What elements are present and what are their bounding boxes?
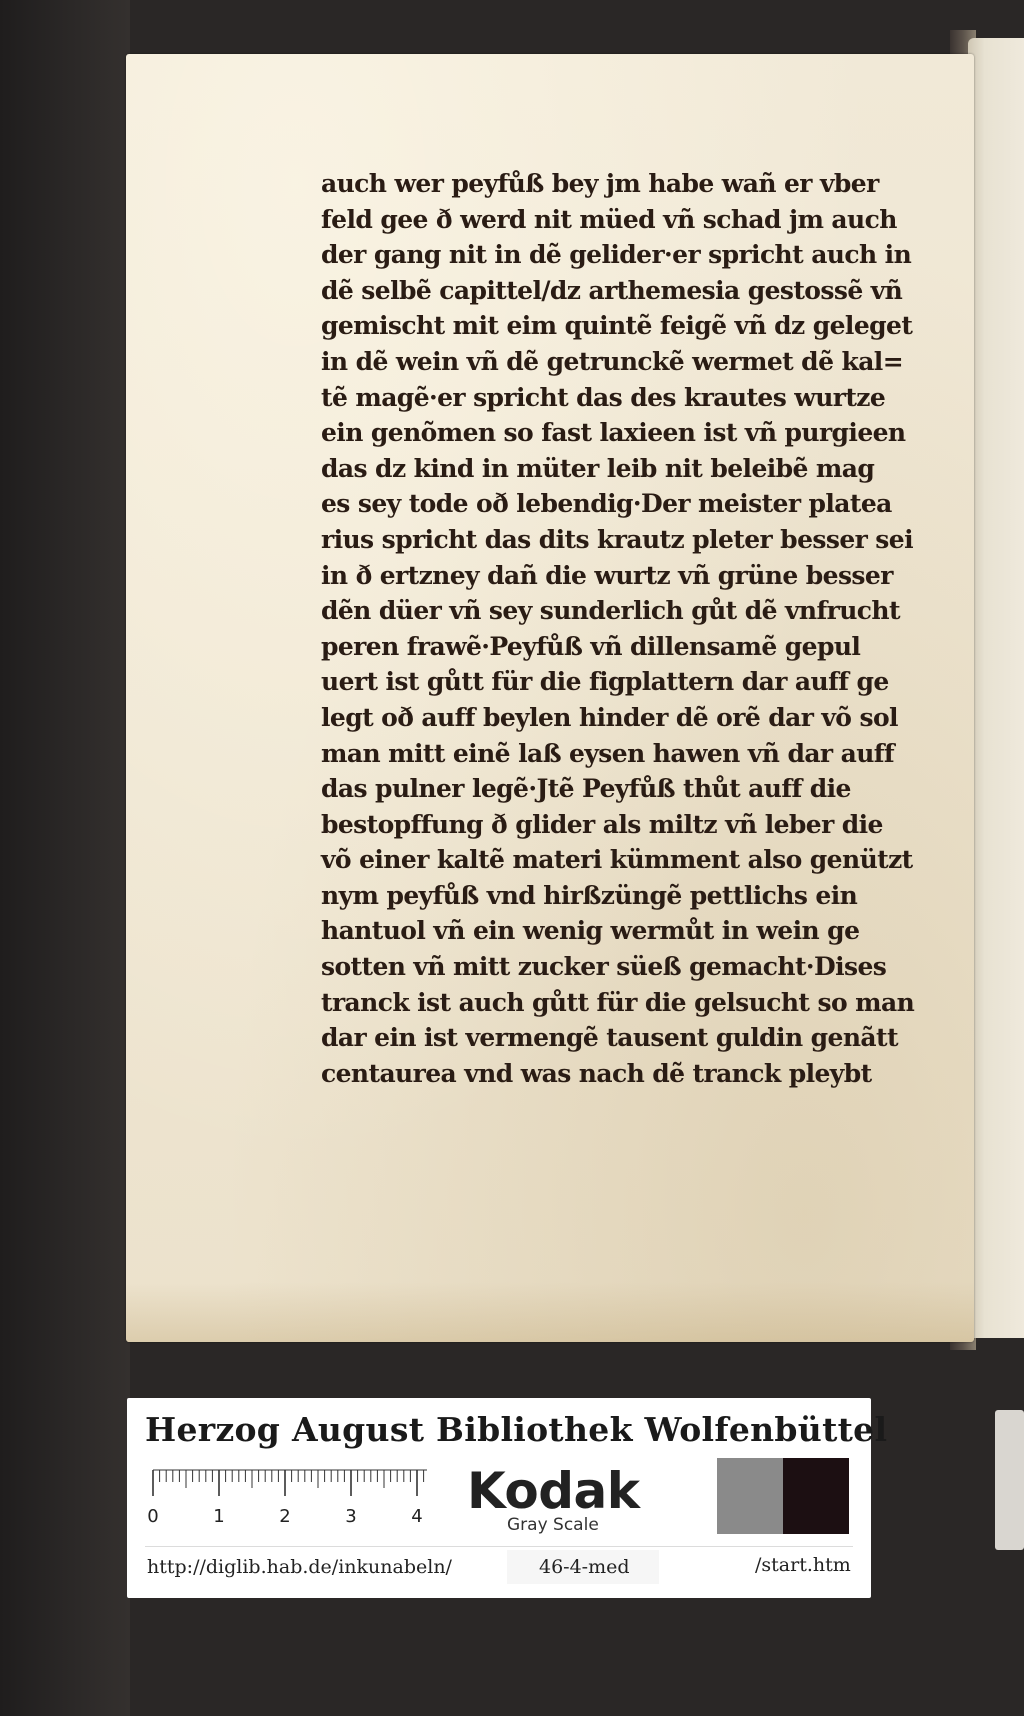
text-line: legt oð auff beylen hinder dẽ orẽ dar võ sol bbox=[321, 702, 898, 732]
library-title: Herzog August Bibliothek Wolfenbüttel bbox=[145, 1410, 888, 1449]
text-line: hantuol vñ ein wenig wermůt in wein ge bbox=[321, 916, 860, 946]
text-line: sotten vñ mitt zucker süeß gemacht·Dises bbox=[321, 952, 887, 982]
measurement-ruler bbox=[149, 1468, 429, 1526]
text-line: das dz kind in müter leib nit beleibẽ mag bbox=[321, 453, 875, 483]
color-calibration-card bbox=[127, 1398, 888, 1598]
manuscript-page bbox=[126, 54, 974, 1342]
ruler-graphic bbox=[149, 1468, 429, 1526]
scan-background-left bbox=[0, 0, 130, 1716]
ruler-number: 0 bbox=[147, 1506, 159, 1527]
text-line: auch wer peyfůß bey jm habe wañ er vber bbox=[321, 169, 879, 198]
url-id: 46-4-med bbox=[539, 1556, 630, 1578]
gray-patch-mid bbox=[717, 1458, 783, 1534]
gray-patch-white bbox=[651, 1458, 717, 1534]
card-divider bbox=[145, 1546, 853, 1547]
text-line: das pulner legẽ·Jtẽ Peyfůß thůt auff die bbox=[321, 774, 851, 804]
url-suffix: /start.htm bbox=[755, 1554, 851, 1576]
text-line: tẽ magẽ·er spricht das des krautes wurtze bbox=[321, 382, 886, 412]
ruler-number: 3 bbox=[345, 1506, 357, 1527]
ruler-number: 4 bbox=[411, 1506, 423, 1527]
ruler-number: 1 bbox=[213, 1506, 225, 1527]
text-line: nym peyfůß vnd hirßzüngẽ pettlichs ein bbox=[321, 880, 858, 910]
text-line: bestopffung ð glider als miltz vñ leber die bbox=[321, 809, 883, 839]
text-line: rius spricht das dits krautz pleter besser sei bbox=[321, 524, 913, 554]
text-line: gemischt mit eim quintẽ feigẽ vñ dz geleget bbox=[321, 311, 913, 341]
text-line: dar ein ist vermengẽ tausent guldin genãtt bbox=[321, 1023, 898, 1053]
page-stain bbox=[126, 1282, 974, 1342]
text-line: der gang nit in dẽ gelider·er spricht auch in bbox=[321, 240, 912, 270]
text-line: ein genõmen so fast laxieen ist vñ purgieen bbox=[321, 418, 906, 448]
text-line: peren frawẽ·Peyfůß vñ dillensamẽ gepul bbox=[321, 631, 861, 661]
text-line: in ð ertzney dañ die wurtz vñ grüne besser bbox=[321, 560, 893, 590]
text-line: in dẽ wein vñ dẽ getrunckẽ wermet dẽ kal= bbox=[321, 346, 904, 376]
gray-patch-black bbox=[783, 1458, 849, 1534]
gray-scale-label: Gray Scale bbox=[507, 1515, 599, 1535]
text-line: tranck ist auch gůtt für die gelsucht so man bbox=[321, 987, 915, 1017]
text-line: dẽn düer vñ sey sunderlich gůt dẽ vnfrucht bbox=[321, 596, 900, 626]
text-line: feld gee ð werd nit müed vñ schad jm auch bbox=[321, 204, 897, 234]
spine-label-tab bbox=[995, 1410, 1024, 1550]
kodak-logo: Kodak bbox=[467, 1462, 640, 1520]
url-base: http://diglib.hab.de/inkunabeln/ bbox=[147, 1556, 452, 1578]
ruler-number: 2 bbox=[279, 1506, 291, 1527]
text-line: dẽ selbẽ capittel/dz arthemesia gestossẽ vñ bbox=[321, 275, 903, 305]
text-line: centaurea vnd was nach dẽ tranck pleybt bbox=[321, 1058, 872, 1088]
text-line: uert ist gůtt für die figplattern dar auff ge bbox=[321, 667, 889, 697]
text-line: võ einer kaltẽ materi kümment also genützt bbox=[321, 845, 913, 875]
text-line: man mitt einẽ laß eysen hawen vñ dar auff bbox=[321, 738, 895, 768]
facing-page-edge bbox=[968, 38, 1024, 1338]
text-line: es sey tode oð lebendig·Der meister platea bbox=[321, 489, 892, 519]
page-text-block bbox=[321, 166, 921, 1091]
